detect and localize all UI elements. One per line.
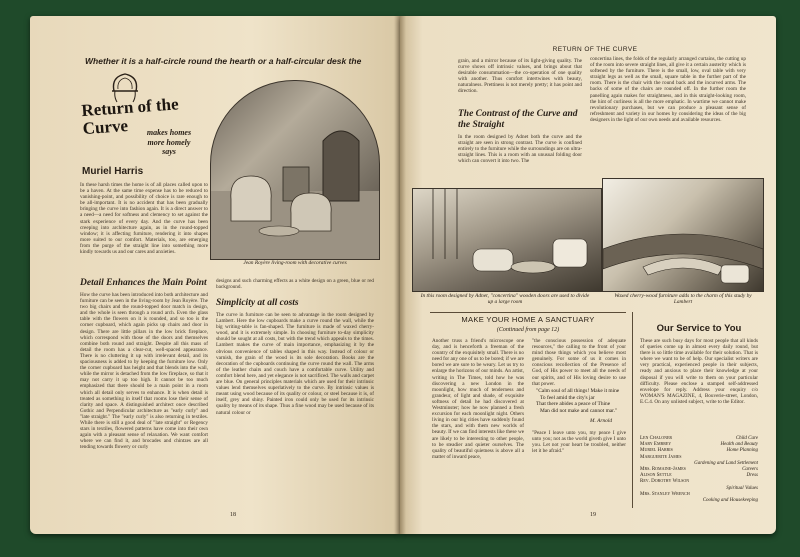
staff-subject: Dress: [746, 473, 758, 479]
tagline: Whether it is a half-circle round the hearth or a half-circular desk the: [85, 56, 362, 66]
page-number-left: 18: [230, 512, 236, 518]
poem-line: "Calm soul of all things! Make it mine: [536, 388, 620, 394]
section-heading-detail: Detail Enhances the Main Point: [80, 278, 207, 288]
col2-continuation-right: concertina lines, the folds of the regularly arranged curtains, the cutting up of the room into severe straight lines, all give it a certain austerity which is softened by the furniture. There is the small, low, oval table with very straight legs as well as the small, square table in the further part of the room. There is the chair with the round back and the incurved arms. The backs of some of the chairs are rounded off. In the further room the panelling again makes for straightness, and in this straight-looking room, the hint of curliness is all the more emphatic. In wartime we cannot make revolutionary purchases, but we can produce a pleasant sense of refreshment and variety in our homes by considering the ideas of the big designers in the light of our own needs and available resources.: [590, 56, 746, 123]
sanctuary-title: MAKE YOUR HOME A SANCTUARY: [461, 315, 595, 324]
sanctuary-col2-end: "Peace I leave unto you, my peace I give unto you; not as the world giveth give I unto you. Let not your heart be troubled, neither let it be afraid.": [532, 430, 626, 455]
staff-name: Mary Embrey: [640, 442, 672, 448]
section-body-contrast: In the room designed by Adnet both the curve and the straight are seen in strong contrast. The curve is confined entirely to the furniture while the surroundings are on ultra-straight lines. This is a room with an unusual folding door which can convert it into two. The: [458, 134, 582, 165]
staff-subject: Cooking and Housekeeping: [702, 498, 758, 504]
lambert-study-photo: [602, 178, 764, 292]
staff-name: Alison Settle: [640, 473, 672, 479]
poem-author: M. Arnold: [590, 418, 613, 424]
poem-line: To feel amid the city's jar: [540, 394, 595, 401]
staff-name: Mrs. Romaine-James: [640, 467, 686, 473]
author-byline: Muriel Harris: [82, 166, 144, 177]
article-deck: makes homes more homely says: [146, 128, 192, 156]
section-heading-simplicity: Simplicity at all costs: [216, 298, 299, 308]
staff-subject: Home Planning: [726, 448, 758, 454]
staff-entry: [640, 492, 758, 504]
col1-continuation: grain, and a mirror because of its light-giving quality. The curve shows off intrinsic values, and brings about that desirable consummation—the co-operation of one quality with another. Thus comfort intertwines with beauty, naturalness. Prettiness is not merely pretty; it has point and direction.: [458, 58, 582, 95]
staff-subject: Careers: [742, 467, 758, 473]
poem: [536, 388, 626, 414]
staff-name: Rev. Dorothy Wilson: [640, 479, 690, 485]
royere-living-room-photo: [210, 80, 380, 260]
sanctuary-continued: (Continued from page 12): [496, 327, 560, 333]
book-spine-shadow: [394, 16, 406, 534]
service-body: These are such busy days for most people that all kinds of queries come up in almost every daily round, but there is so little time available for their solution. That is where we want to be of help. Our specialist writers are very practical, experienced people in their subjects, ready and anxious to place their knowledge at your disposal if you will write to them on your particular difficulty. Please enclose a stamped self-addressed envelope for reply. Address your enquiry c/o WOMAN'S MAGAZINE, 4, Bouverie-street, London, E.C.4. On any unlisted subject, write to the Editor.: [640, 338, 758, 405]
staff-subject: Spiritual Values: [726, 485, 758, 491]
lambert-photo-caption: Waxed cherry-wood furniture adds to the charm of this study by Lambert: [614, 293, 752, 306]
article-title: Return of the Curve: [80, 94, 180, 139]
staff-entry: [640, 479, 758, 491]
poem-line: Man did not make and cannot mar.": [540, 407, 618, 414]
staff-name: Muriel Harris: [640, 448, 673, 454]
adnet-room-photo: [412, 188, 602, 292]
adnet-photo-caption: In this room designed by Adnet, "concertina" wooden doors are used to divide up a large room: [420, 293, 590, 306]
staff-entry: [640, 455, 758, 467]
section-body-detail: How the curve has been introduced into both architecture and furniture can be seen in the living-room by Jean Royère. The two big chairs and the round-topped door match in design, and the whole is seen through a round arch. Even the glass table with the flowers on it is rounded, and so too is the corner cupboard, which again picks up chairs and door in design. There are little pillars in the low brick fireplace, which correspond with those of the doors and themselves combine both round and straight. Despite all this mass of detail the room has a clear-cut, well-spaced appearance. There is no cluttering it up with irrelevant detail, and its spaciousness is added to by keeping the furniture low. Only the corner cupboard has height and that blends into the wall, while the mirror is detached from the low fireplace, so that it may not carry it up too high. It cannot be too much emphasized that there should be a main point in a room which all detail only serves to enhance. It is when detail is treated as something in itself that rooms lose their sense of clarity and space. A distinguished architect once described Gothic and Perpendicular architecture as "early curly" and "late straight." The "early curly" is also returning in textiles. While there is still a good deal of "late straight" or Regency stars in textiles, flowered patterns have come into their own again with a pleasant sense of relaxation. We want comfort where we can find it, and brocades and chintzes are all tending towards flowery or curly: [80, 292, 208, 451]
right-page: [400, 16, 776, 534]
main-photo-caption: Jean Royère living-room with decorative curves: [243, 260, 347, 266]
staff-name: Marguerite James: [640, 454, 682, 460]
running-head: RETURN OF THE CURVE: [552, 46, 638, 53]
sanctuary-col2: "the conscious possession of adequate resources," the calling to the front of your mind those things which you believe most genuinely. For some of us it comes in conscious recollection of the Presence of God, of His power to meet all the needs of our spirits, and of His loving desire to use that power.: [532, 338, 626, 387]
staff-subject: Gardening and Land Settlement: [694, 460, 758, 466]
staff-list: [640, 436, 758, 504]
section-body-simplicity: The curve in furniture can be seen to advantage in the room designed by Lambert. Here the low cupboards make a curve round the wall, while the big writing-table is fan-shaped. The furniture is made of waxed cherry-wood, and it is extremely simple. In choosing furniture to-day simplicity should be sought at all costs, but with the trend which appeals to the times. Lambert makes the curve of main importance, emphasizing it by the obvious convenience of tables shaped in this way. Instead of colour or varnish, the grain of the wood is its sole decoration. Books are the decoration of the cupboards continuing the curve round the wall. The arms of the leather chairs and couch have a comfortable curve. Utility and comfort blend here, and yet elegance is not sacrificed. The walls and carpet are blue. On general principles materials which are used for their intrinsic values lend themselves superlatively to the curve. By intrinsic values is meant using wood because of its quality or colour, or steel because it is, of itself, grey and shiny. Painted iron could only be used for its intrinsic quality by means of its shape. Thus a fine wood may be used because of its natural colour or: [216, 312, 374, 416]
page-number-right: 19: [590, 512, 596, 518]
staff-subject: Child Care: [735, 436, 758, 441]
sanctuary-col1: Another truss a friend's microscope one day, and is henceforth a freeman of the country of the exquisitely small. There is no need for any one of us to be bored; if we are bored we are sure to be weary. Let us try to enlarge the horizons of our minds. An artist, writing in The Times, told how he was discovering a new London in the moonlight, how much of tenderness and grandeur, of light and shade, of exquisite softness of detail he had discovered at Westminster; how he now planned a fresh excursion for each moonlight night. Others living in our big cities have suddenly found the stars, and with them new worlds of beauty. If we can find interests like these we are likely to be interesting to other people, to be steadier and quieter ourselves. The quality of beautiful quietness is above all a matter of inward peace,: [432, 338, 524, 460]
intro-paragraph: In these harsh times the home is of all places called upon to be a haven. At the same time expense has to be reduced to vanishing-point, and possibility of choice is rare enough to be all-important. It is no accident that has been gradually bringing the curve into fashion again. It is a direct answer to a need—a need for softness and clemency to set against the stark experience of every day. And the curve has been creeping into architecture again, as in the round-topped window; it is affecting furniture, rendering it into shapes more suited to our comfort. Materials, too, are emerging from the purge of the straight line into something more kindly towards us and our cares and anxieties.: [80, 182, 208, 256]
service-title: Our Service to You: [656, 323, 742, 334]
staff-name: Len Chaloner: [640, 436, 673, 441]
staff-subject: Health and Beauty: [720, 442, 758, 448]
staff-name: Mrs. Stanley Wrench: [640, 491, 690, 497]
poem-line: That there abides a peace of Thine: [536, 401, 611, 408]
left-page: [30, 16, 400, 534]
col2-continuation: designs and such charming effects as a white design on a green, blue or red background.: [216, 278, 374, 291]
section-heading-contrast: The Contrast of the Curve and the Straight: [458, 109, 578, 130]
